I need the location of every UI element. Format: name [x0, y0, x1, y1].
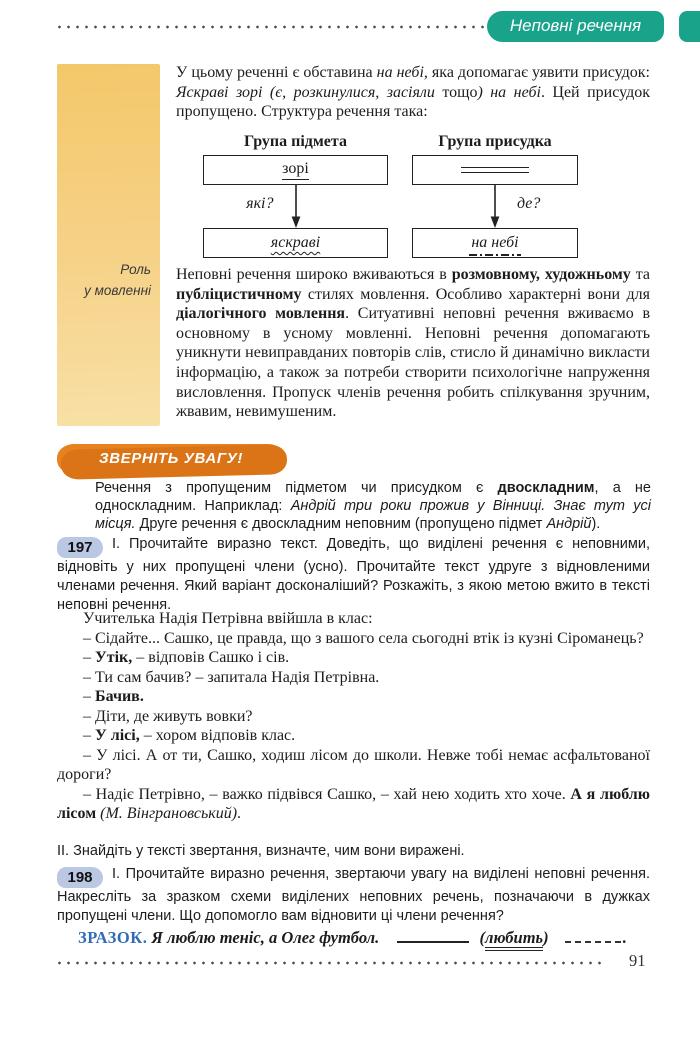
subject-word-box [203, 155, 388, 185]
down-arrow-icon [289, 185, 303, 228]
sidebar-caption-line2: у мовленні [84, 282, 151, 298]
sample-label: ЗРАЗОК. [78, 928, 148, 947]
dialog-text [57, 609, 650, 824]
role-paragraph: Неповні речення широко вживаються в розмовному, художньому та публіцистичному стилях мовлення. Особливо характерні вони для діалогічного мовлення. Ситуативні неповні речення вживаємо в основному в усному мовленні. Неповні речення допомагають уникнути невиправданих повторів слів, стисло й динамічно викласти інформацію, а також за потреби створити психологічне напруження висловлення. Пропуск членів речення робить спілкування зручним, жвавим, невимушеним. [176, 266, 651, 421]
exercise-198-number-badge: 198 [57, 867, 103, 888]
exercise-198-task1 [57, 865, 650, 926]
sidebar-caption [84, 260, 151, 302]
predicate-group-title: Група присудка [438, 133, 552, 150]
exercise-197-task1 [57, 535, 650, 615]
exercise-198-task1-text: І. Прочитайте виразно речення, звертаючи увагу на виділені неповні речення. Накресліть за зразком схеми виділених неповних речень, позначаючи в дужках пропущені члени. Що допомогло вам відновити ці члени речення? [57, 866, 650, 924]
adverbial-word-box [412, 228, 578, 258]
dialog-line: – Діти, де живуть вовки? [83, 707, 253, 725]
dialog-line: Учителька Надія Петрівна ввійшла в клас: [83, 610, 373, 627]
page-number: 91 [629, 951, 646, 970]
sample-example [78, 928, 650, 948]
subject-blank-line [397, 928, 469, 943]
modifier-blank-line [565, 928, 621, 943]
exercise-197-task2: ІІ. Знайдіть у тексті звертання, визначте, чим вони виражені. [57, 843, 465, 859]
attribute-word-box [203, 228, 388, 258]
scheme-period: . [622, 928, 627, 947]
scheme-verb: любить [485, 928, 543, 951]
exercise-197-task1-text: І. Прочитайте виразно текст. Доведіть, що виділені речення є неповними, відновіть у них пропущені члени (усно). Прочитайте текст удруге з відновленими членами речення. Який варіант досконаліший? Розкажіть, з якою метою вжито в тексті неповні речення. [57, 536, 650, 613]
subject-group-title: Група підмета [244, 133, 347, 150]
intro-paragraph: У цьому реченні є обставина на небі, яка допомагає уявити присудок: Яскраві зорі (є, розкинулися, засіяли тощо) на небі. Цей присудок пропущено. Структура речення така: [176, 64, 650, 121]
predicate-symbol-box [412, 155, 578, 185]
footer-dotted-rule [55, 961, 605, 965]
subject-group-column [203, 132, 388, 258]
sentence-structure-diagram [176, 132, 650, 262]
exercise-197-number-badge: 197 [57, 537, 103, 558]
notice-paragraph: Речення з пропущеним підметом чи присудком є двоскладним, а не односкладним. Наприклад: Андрій три роки прожив у Вінниці. Знає тут усі місця. Друге речення є двоскладним неповним (пропущено підмет Андрій). [95, 480, 651, 533]
attribute-word: яскраві [270, 234, 321, 251]
dialog-line: – Бачив. [83, 688, 144, 705]
subject-arrow-row [203, 185, 388, 228]
chapter-edge-tab [679, 11, 700, 42]
chapter-badge: Неповні речення [487, 11, 664, 42]
exercise-197 [57, 535, 650, 615]
sidebar-highlight [57, 64, 160, 426]
down-arrow-icon [488, 185, 502, 228]
exercise-198 [57, 865, 650, 926]
dialog-line: – Ти сам бачив? – запитала Надія Петрівна. [83, 668, 380, 686]
dialog-line: – У лісі, – хором відповів клас. [83, 727, 296, 744]
sample-sentence: Я люблю теніс, а Олег футбол. [151, 928, 380, 947]
subject-word: зорі [282, 160, 309, 180]
adverbial-question-label: де? [517, 195, 541, 212]
dialog-line: – У лісі. А от ти, Сашко, ходиш лісом до школи. Невже тобі немає асфальтованої дороги? [57, 746, 650, 783]
scheme-paren-close: ) [543, 928, 549, 947]
header-dotted-rule [55, 25, 485, 29]
attention-badge: ЗВЕРНІТЬ УВАГУ! [57, 444, 285, 474]
predicate-double-line [461, 167, 529, 173]
dialog-line: – Сідайте... Сашко, це правда, що з вашого села сьогодні втік із кузні Сіроманець? [83, 629, 644, 647]
sidebar-caption-line1: Роль [120, 262, 151, 277]
dialog-line: – Утік, – відповів Сашко і сів. [83, 649, 290, 666]
adverbial-word: на небі [471, 234, 519, 251]
scheme-paren-open: ( [479, 928, 485, 947]
predicate-group-column [412, 132, 578, 258]
subject-question-label: які? [246, 195, 274, 212]
predicate-arrow-row [412, 185, 578, 228]
dialog-line: – Надіє Петрівно, – важко підвівся Сашко, – хай нею ходить хто хоче. А я люблю лісом (М. Вінграновський). [57, 785, 650, 822]
